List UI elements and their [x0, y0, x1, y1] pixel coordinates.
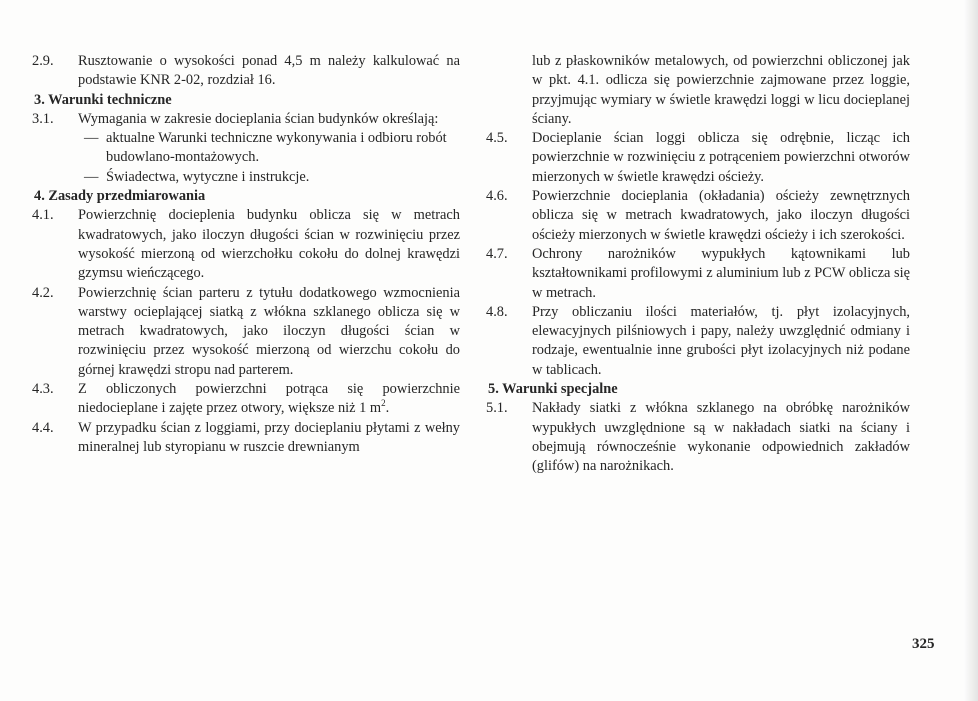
dash-item-text: Świadectwa, wytyczne i instrukcje.	[106, 168, 310, 185]
paragraph-number: 4.6.	[486, 188, 508, 205]
dash-list-item	[28, 129, 460, 168]
paragraph-text: Powierzchnię docieplenia budynku oblicza się w metrach kwadratowych, jako iloczyn długości ścian w rozwinięciu przez wysokość mierzoną od wierzchołku cokołu do dolnej krawędzi gzymsu wieńczącego.	[78, 207, 460, 282]
dash-bullet: —	[84, 130, 99, 147]
paragraph-number: 4.4.	[32, 419, 54, 436]
paragraph-4-1	[28, 206, 460, 283]
paragraph-4-4-continuation: lub z płaskowników metalowych, od powierzchni obliczonej jak w pkt. 4.1. odlicza się powierzchnie zajmowane przez loggie, przyjmując wymiary w świetle krawędzi loggi w licu docieplanej ściany.	[532, 53, 910, 127]
dash-list-item	[28, 168, 460, 187]
paragraph-number: 5.1.	[486, 400, 508, 417]
paragraph-number: 4.7.	[486, 245, 508, 262]
page-edge-shadow	[964, 0, 978, 701]
paragraph-4-7	[482, 245, 910, 303]
paragraph-number: 3.1.	[32, 110, 54, 127]
right-column	[482, 52, 910, 477]
paragraph-text: Rusztowanie o wysokości ponad 4,5 m należy kalkulować na podstawie KNR 2-02, rozdział 16.	[78, 53, 460, 89]
dash-bullet: —	[84, 168, 99, 185]
dash-item-text: aktualne Warunki techniczne wykonywania i odbioru robót budowlano-montażowych.	[106, 130, 447, 166]
paragraph-number: 4.8.	[486, 303, 508, 320]
left-column	[28, 52, 460, 457]
paragraph-text: Nakłady siatki z włókna szklanego na obróbkę narożników wypukłych uwzględnione są w nakładach siatki na ściany i obejmują równocześnie wykonanie odpowiednich zakładów (glifów) na narożnikach.	[532, 400, 910, 475]
paragraph-text-end: .	[385, 400, 390, 417]
paragraph-4-4	[28, 419, 460, 458]
paragraph-text-main: Z obliczonych powierzchni potrąca się powierzchnie niedocieplane i zajęte przez otwory, większe niż 1 m	[78, 381, 460, 417]
paragraph-text: Ochrony narożników wypukłych kątownikami lub kształtownikami profilowymi z aluminium lub z PCW oblicza się w metrach.	[532, 245, 910, 301]
section-heading-5: 5. Warunki specjalne	[488, 381, 618, 398]
paragraph-text: Powierzchnie docieplania (okładania) ościeży zewnętrznych oblicza się w metrach kwadratowych, jako iloczyn długości ościeży mierzonych w świetle krawędzi ościeży i ich szerokości.	[532, 188, 910, 243]
superscript-2: 2	[381, 398, 386, 409]
paragraph-4-8	[482, 303, 910, 380]
paragraph-4-6	[482, 187, 910, 245]
paragraph-4-5	[482, 129, 910, 187]
paragraph-text	[78, 380, 460, 419]
paragraph-text: Przy obliczaniu ilości materiałów, tj. płyt izolacyjnych, elewacyjnych pilśniowych i papy, należy uwzględnić odmiany i rodzaje, ewentualnie inne grubości płyt izolacyjnych niż podane w tablicach.	[532, 303, 910, 378]
section-heading-4: 4. Zasady przedmiarowania	[34, 188, 206, 205]
paragraph-number: 4.1.	[32, 207, 54, 224]
paragraph-3-1	[28, 110, 460, 129]
section-heading-3: 3. Warunki techniczne	[34, 91, 172, 108]
paragraph-text: W przypadku ścian z loggiami, przy docieplaniu płytami z wełny mineralnej lub styropianu w ruszcie drewnianym	[78, 419, 460, 455]
paragraph-number: 4.2.	[32, 284, 54, 301]
paragraph-2-9	[28, 52, 460, 91]
paragraph-number: 2.9.	[32, 53, 54, 69]
paragraph-4-2	[28, 284, 460, 380]
paragraph-text: Wymagania w zakresie docieplania ścian budynków określają:	[78, 110, 439, 127]
paragraph-4-3	[28, 380, 460, 419]
paragraph-5-1	[482, 399, 910, 476]
paragraph-text: Docieplanie ścian loggi oblicza się odrębnie, licząc ich powierzchnie w rozwinięciu z potrąceniem powierzchni otworów mierzonych w świetle krawędzi ościeży.	[532, 130, 910, 185]
page-number: 325	[912, 636, 935, 652]
paragraph-number: 4.5.	[486, 130, 508, 147]
paragraph-text: Powierzchnię ścian parteru z tytułu dodatkowego wzmocnienia warstwy ocieplającej siatką z włókna szklanego oblicza się w metrach kwadratowych, jako iloczyn długości ścian w rozwinięciu przez wysokość mierzoną od wierzchu cokołu do górnej krawędzi stropu nad parterem.	[78, 284, 460, 378]
paragraph-number: 4.3.	[32, 381, 54, 398]
